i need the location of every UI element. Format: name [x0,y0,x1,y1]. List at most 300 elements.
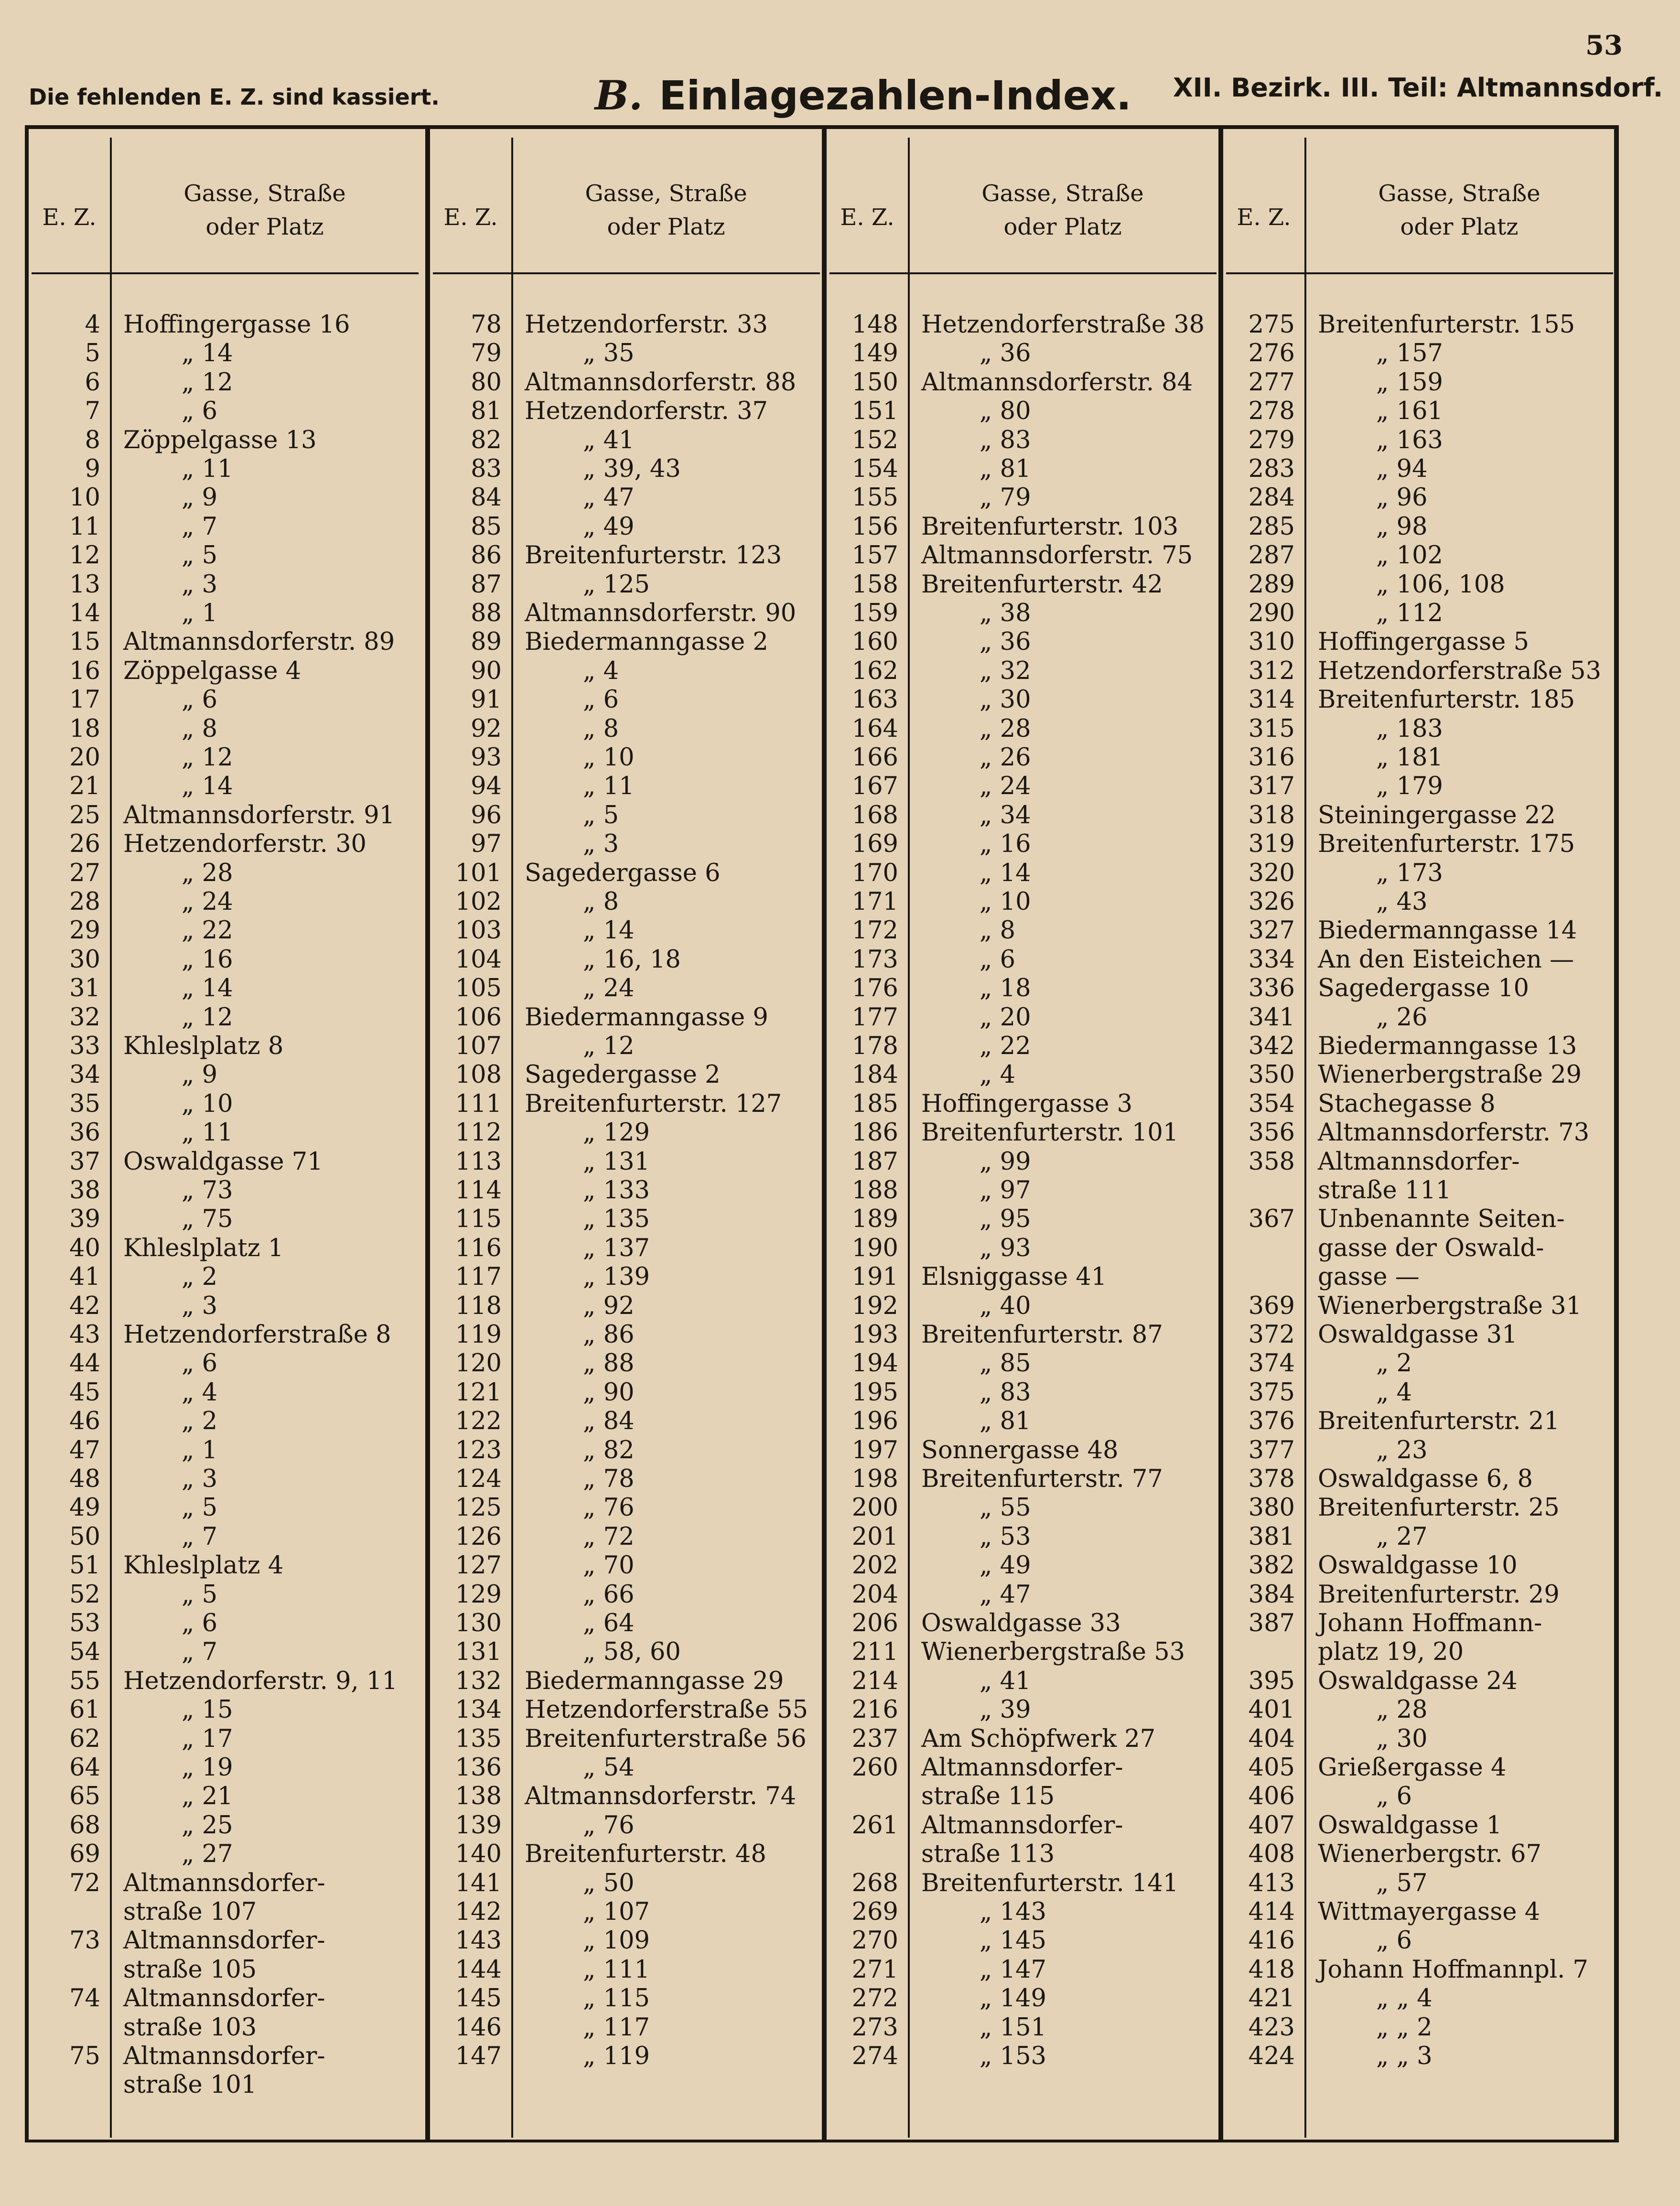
index-row [827,1292,1218,1321]
index-row [827,686,1218,714]
street-name: Wienerbergstraße 31 [1318,1291,1582,1320]
street-name: Grießergasse 4 [1318,1754,1507,1782]
street-name: Altmannsdorfer- [1318,1147,1520,1176]
street-name: „ 131 [583,1147,650,1176]
ez-number: 188 [851,1176,898,1205]
street-name: „ 76 [583,1494,635,1522]
index-row [29,311,420,339]
street-name: „ 34 [980,801,1031,829]
ez-number: 334 [1248,945,1295,974]
index-row [430,1148,822,1176]
ez-number: 159 [851,599,898,627]
index-row [29,801,420,830]
index-row [430,1465,822,1494]
street-name: „ 35 [583,339,635,368]
street-name: „ 28 [182,859,233,887]
index-row [29,1551,420,1580]
ez-number: 358 [1248,1147,1295,1176]
ez-number: 40 [69,1234,100,1262]
ez-number: 354 [1248,1089,1295,1118]
index-row [827,1349,1218,1378]
street-name: „ 7 [182,1522,218,1551]
street-name: „ 41 [980,1667,1031,1695]
ez-number: 136 [455,1754,502,1782]
street-name: „ 6 [182,686,218,714]
index-row [827,1551,1218,1580]
street-name: „ 81 [980,455,1031,483]
index-column-4 [1218,129,1620,2140]
ez-number: 103 [455,916,502,945]
index-row [430,888,822,916]
ez-number: 16 [69,656,100,685]
index-row [430,570,822,599]
ez-number: 424 [1248,2042,1295,2070]
index-row [827,1494,1218,1522]
ez-number: 271 [851,1955,898,1984]
ez-number: 87 [471,570,502,599]
street-name: Altmannsdorfer- [123,2042,325,2070]
ez-number: 187 [851,1147,898,1176]
header-rule [1226,272,1613,274]
ez-number: 107 [455,1032,502,1060]
ez-number: 152 [851,426,898,454]
ez-number: 78 [471,311,502,339]
ez-number: 90 [471,656,502,685]
ez-number: 31 [69,974,100,1003]
ez-number: 287 [1248,541,1295,570]
index-row [1223,1349,1615,1378]
index-row [1223,513,1615,541]
ez-number: 285 [1248,512,1295,541]
street-name: Breitenfurterstr. 25 [1318,1494,1560,1522]
ez-number: 21 [69,772,100,801]
street-name: „ 163 [1376,426,1443,454]
street-name: Altmannsdorfer- [921,1811,1123,1840]
index-row [29,1754,420,1782]
ez-number: 72 [69,1869,100,1897]
street-name: „ 2 [182,1407,218,1436]
ez-number: 316 [1248,743,1295,772]
ez-number: 114 [455,1176,502,1205]
street-name: straße 115 [921,1782,1055,1811]
ez-number: 104 [455,945,502,974]
index-row [29,657,420,686]
street-name: „ 5 [583,801,619,829]
street-name: Sagedergasse 2 [525,1061,721,1089]
index-row [29,1378,420,1407]
ez-number: 138 [455,1782,502,1811]
index-row [430,1292,822,1321]
index-row [1223,888,1615,916]
index-row [1223,2013,1615,2042]
index-row [827,916,1218,945]
ez-number: 27 [69,859,100,887]
ez-number: 290 [1248,599,1295,627]
ez-number: 378 [1248,1465,1295,1493]
index-row [1223,1465,1615,1494]
index-row [827,830,1218,859]
index-row [430,1032,822,1061]
index-row [827,1840,1218,1869]
index-column-3 [822,129,1223,2140]
street-name: „ 183 [1376,714,1443,743]
ez-number: 200 [851,1494,898,1522]
street-name: Breitenfurterstr. 185 [1318,686,1575,714]
street-name: „ 7 [182,512,218,541]
index-row [29,946,420,974]
street-name: Altmannsdorfer- [123,1984,325,2013]
page-number: 53 [1585,30,1623,61]
ez-number: 318 [1248,801,1295,829]
street-name: „ 15 [182,1696,233,1724]
index-row [430,1436,822,1465]
street-name: Hetzendorferstr. 33 [525,311,768,339]
ez-number: 381 [1248,1522,1295,1551]
index-row [1223,570,1615,599]
index-row [1223,1926,1615,1955]
ez-number: 32 [69,1003,100,1032]
street-name: straße 113 [921,1840,1055,1869]
index-row [827,1523,1218,1551]
ez-number: 319 [1248,830,1295,859]
ez-number: 214 [851,1667,898,1695]
index-row [827,628,1218,656]
street-name: „ 119 [583,2042,650,2070]
index-row [1223,657,1615,686]
ez-number: 197 [851,1436,898,1464]
street-name: „ 6 [182,397,218,426]
ez-number: 113 [455,1147,502,1176]
index-row [827,1638,1218,1667]
street-name: „ 2 [1376,1349,1412,1378]
index-row [430,1811,822,1840]
street-column-header [1306,177,1612,244]
ez-number: 416 [1248,1926,1295,1955]
index-row [827,1465,1218,1494]
header-rule [32,272,419,274]
street-name: Biedermanngasse 14 [1318,916,1577,945]
street-name: Breitenfurterstr. 101 [921,1119,1179,1147]
index-row [29,570,420,599]
street-name: Altmannsdorferstr. 75 [921,541,1193,570]
index-row [430,2013,822,2042]
ez-number: 64 [69,1754,100,1782]
ez-number: 80 [471,368,502,397]
ez-number: 124 [455,1465,502,1493]
index-row [430,946,822,974]
street-name: Breitenfurterstr. 127 [525,1089,782,1118]
index-row [1223,455,1615,484]
index-row [827,1263,1218,1291]
ez-number: 33 [69,1032,100,1060]
ez-number: 129 [455,1580,502,1609]
ez-number: 206 [851,1609,898,1637]
street-name: gasse — [1318,1263,1420,1291]
index-row [29,1638,420,1667]
street-name: Hetzendorferstraße 8 [123,1321,391,1349]
street-name: „ 109 [583,1926,650,1955]
ez-number: 166 [851,743,898,772]
street-name: „ 115 [583,1984,650,2013]
index-row [1223,1061,1615,1089]
index-row [430,1003,822,1032]
index-row [430,1782,822,1811]
index-row [29,484,420,512]
ez-number: 69 [69,1840,100,1869]
street-name: „ 14 [583,916,635,945]
index-row [29,1263,420,1291]
ez-number: 82 [471,426,502,454]
index-row [29,1349,420,1378]
index-row [827,1984,1218,2013]
ez-number: 406 [1248,1782,1295,1811]
index-row [29,1696,420,1724]
ez-number: 96 [471,801,502,829]
index-row [1223,1032,1615,1061]
index-row [29,1090,420,1119]
ez-number: 376 [1248,1407,1295,1436]
street-name: Wienerbergstr. 67 [1318,1840,1542,1869]
index-row [1223,426,1615,455]
street-name: „ 80 [980,397,1031,426]
index-row [1223,946,1615,974]
street-name: „ 28 [1376,1696,1428,1724]
ez-number: 198 [851,1465,898,1493]
ez-number: 317 [1248,772,1295,801]
ez-number: 177 [851,1003,898,1032]
street-name: „ 1 [182,1436,218,1464]
index-row [827,1407,1218,1436]
ez-number: 201 [851,1522,898,1551]
index-row [430,1725,822,1754]
street-name: „ 179 [1376,772,1443,801]
street-name: Hoffingergasse 5 [1318,628,1529,656]
street-name: Hoffingergasse 16 [123,311,350,339]
index-row [1223,1898,1615,1926]
street-name: „ 19 [182,1754,233,1782]
street-name: Breitenfurterstr. 103 [921,512,1179,541]
ez-number: 117 [455,1263,502,1291]
ez-number: 216 [851,1696,898,1724]
ez-number: 18 [69,714,100,743]
street-name: Hetzendorferstr. 37 [525,397,768,426]
street-name: „ 99 [980,1147,1031,1176]
street-name: Khleslplatz 8 [123,1032,284,1060]
index-row [29,888,420,916]
ez-number: 35 [69,1089,100,1118]
street-name: „ 173 [1376,859,1443,887]
index-row [430,339,822,368]
street-name: „ 26 [980,743,1031,772]
index-row [827,1956,1218,1984]
index-row [1223,599,1615,628]
index-row [430,1119,822,1147]
street-name: „ 143 [980,1898,1046,1926]
index-row [430,1984,822,2013]
ez-number: 49 [69,1494,100,1522]
ez-number: 37 [69,1147,100,1176]
index-row [1223,628,1615,656]
ez-number: 112 [455,1119,502,1147]
street-name: „ 47 [583,484,635,512]
ez-number: 46 [69,1407,100,1436]
index-row [1223,1003,1615,1032]
ez-number: 125 [455,1494,502,1522]
street-name: „ 27 [1376,1522,1428,1551]
street-name: „ 8 [583,714,619,743]
street-name: „ 149 [980,1984,1046,2013]
index-column-2 [425,129,827,2140]
ez-number: 74 [69,1984,100,2013]
index-row [29,1581,420,1609]
ez-number: 4 [85,311,100,339]
index-row [29,1926,420,1955]
street-name: „ 6 [583,686,619,714]
index-row [1223,1263,1615,1291]
index-row [29,1782,420,1811]
index-row [827,1581,1218,1609]
index-column-1 [29,129,425,2140]
index-row [827,1176,1218,1205]
street-name: „ 64 [583,1609,635,1637]
index-row [1223,1869,1615,1898]
index-row [827,1378,1218,1407]
ez-number: 237 [851,1724,898,1753]
index-row [827,1032,1218,1061]
street-header-line2: oder Platz [205,214,324,240]
index-row [827,311,1218,339]
street-name: Khleslplatz 4 [123,1551,284,1580]
street-name: Sagedergasse 6 [525,859,721,887]
ez-number: 341 [1248,1003,1295,1032]
index-row [827,657,1218,686]
street-name: „ 2 [182,1263,218,1291]
street-name: „ 12 [182,743,233,772]
index-row [827,1205,1218,1234]
street-name: „ 98 [1376,512,1428,541]
street-name: „ 111 [583,1955,650,1984]
index-row [827,1234,1218,1263]
index-row [430,1205,822,1234]
ez-number: 127 [455,1551,502,1580]
ez-number: 272 [851,1984,898,2013]
index-row [430,1321,822,1349]
index-row [1223,1321,1615,1349]
ez-number: 315 [1248,714,1295,743]
street-name: „ 36 [980,628,1031,656]
index-row [1223,743,1615,772]
index-row [29,1148,420,1176]
street-name: „ 93 [980,1234,1031,1262]
ez-number: 194 [851,1349,898,1378]
street-name: straße 111 [1318,1176,1452,1205]
street-name: „ 72 [583,1522,635,1551]
street-name: „ 4 [1376,1378,1412,1407]
index-row [1223,1205,1615,1234]
street-name: „ 82 [583,1436,635,1464]
index-row [827,974,1218,1003]
ez-number: 108 [455,1061,502,1089]
ez-number: 157 [851,541,898,570]
index-row [430,916,822,945]
index-row [430,397,822,426]
street-name: „ 88 [583,1349,635,1378]
street-name: „ 157 [1376,339,1443,368]
ez-number: 327 [1248,916,1295,945]
ez-column-header: E. Z. [443,204,498,231]
street-column-header [112,177,418,244]
index-row [29,1407,420,1436]
index-row [827,946,1218,974]
ez-number: 122 [455,1407,502,1436]
index-row [1223,1119,1615,1147]
index-row [29,1465,420,1494]
street-name: Hetzendorferstraße 55 [525,1696,808,1724]
street-name: „ „ 3 [1376,2042,1432,2070]
index-row [827,1321,1218,1349]
ez-number: 260 [851,1754,898,1782]
index-row [827,1926,1218,1955]
street-name: „ 151 [980,2013,1046,2042]
index-row [430,599,822,628]
ez-number: 10 [69,484,100,512]
index-row [827,2042,1218,2071]
street-name: Am Schöpfwerk 27 [921,1724,1156,1753]
street-name: „ 9 [182,1061,218,1089]
street-name: Zöppelgasse 13 [123,426,317,454]
index-row [827,426,1218,455]
ez-number: 178 [851,1032,898,1060]
street-name: Breitenfurterstr. 141 [921,1869,1179,1897]
header-rule [829,272,1217,274]
index-row [430,715,822,743]
street-name: „ 10 [182,1089,233,1118]
ez-number: 276 [1248,339,1295,368]
street-name: „ 21 [182,1782,233,1811]
index-row [1223,484,1615,512]
index-row [29,2042,420,2071]
index-row [29,1003,420,1032]
index-row [29,1205,420,1234]
ez-number: 85 [471,512,502,541]
index-row [1223,1523,1615,1551]
ez-number: 261 [851,1811,898,1840]
ez-number: 17 [69,686,100,714]
ez-number: 274 [851,2042,898,2070]
ez-number: 382 [1248,1551,1295,1580]
index-row [29,339,420,368]
index-row [29,1667,420,1696]
street-name: Oswaldgasse 71 [123,1147,323,1176]
ez-number: 36 [69,1119,100,1147]
index-row [827,743,1218,772]
ez-number: 401 [1248,1696,1295,1724]
ez-number: 142 [455,1898,502,1926]
street-name: Steiningergasse 22 [1318,801,1556,829]
ez-number: 193 [851,1321,898,1349]
ez-number: 408 [1248,1840,1295,1869]
index-row [29,974,420,1003]
street-name: Breitenfurterstr. 77 [921,1465,1163,1493]
section-letter: B. [595,72,643,119]
ez-number: 204 [851,1580,898,1609]
ez-number: 202 [851,1551,898,1580]
street-name: „ 137 [583,1234,650,1262]
street-name: „ 17 [182,1724,233,1753]
index-row [827,1148,1218,1176]
street-header-line1: Gasse, Straße [183,180,346,207]
street-name: Altmannsdorferstr. 73 [1318,1119,1590,1147]
